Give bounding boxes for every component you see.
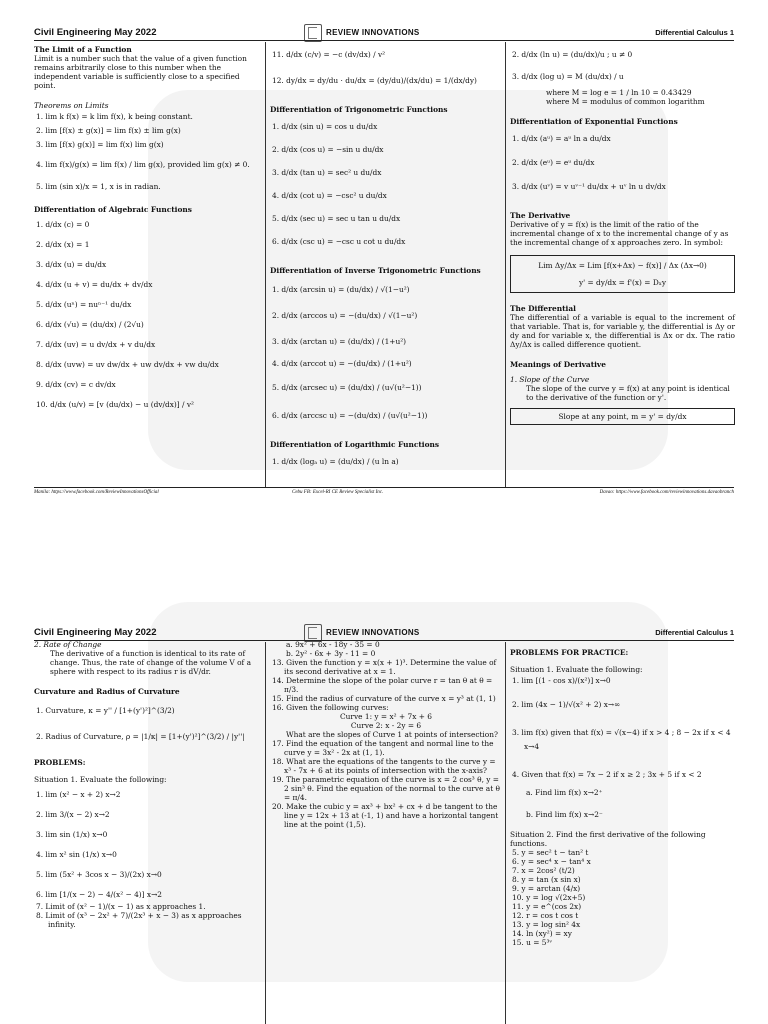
note: where M = log e = 1 / ln 10 = 0.43429 [546, 88, 692, 97]
list-item: 3. d/dx (tan u) = sec² u du/dx [272, 168, 382, 177]
list-item: 3. lim f(x) given that f(x) = √(x−4) if x > 4 ; 8 − 2x if x < 4 x→4 [512, 728, 731, 751]
list-item: 8. d/dx (uvw) = uv dw/dx + uw dv/dx + vw du/dx [36, 360, 219, 369]
list-item: 5. d/dx (arcsec u) = (du/dx) / (u√(u²−1)) [272, 383, 422, 392]
list-item: 11. d/dx (c/v) = −c (dv/dx) / v² [272, 50, 386, 59]
list-item: 5. lim (5x² + 3cos x − 3)/(2x) x→0 [36, 870, 162, 879]
paragraph: Limit is a number such that the value of a given function remains arbitrarily close to this number when the independent variable is sufficiently close to a specified point. [34, 54, 247, 90]
list-item: 7. x = 2cos² (t/2) [512, 866, 575, 875]
list-item: 18. What are the equations of the tangents to the curve y = x³ - 7x + 6 at its points of intersection with the x-axis? [272, 757, 496, 775]
section-title: Differentiation of Trigonometric Functions [270, 105, 448, 114]
list-item: 13. Given the function y = x(x + 1)³. Determine the value of its second derivative at x = 1. [272, 658, 497, 676]
column-2 [270, 640, 502, 1024]
list-item: 1. d/dx (aᵘ) = aᵘ ln a du/dx [512, 134, 611, 143]
note: where M = modulus of common logarithm [546, 97, 705, 106]
list-item: 1. d/dx (c) = 0 [36, 220, 90, 229]
situation-heading: Situation 2. Find the first derivative of the following functions. [510, 830, 706, 848]
section-title: Differentiation of Exponential Functions [510, 117, 678, 126]
curve-1: Curve 1: y = x² + 7x + 6 [340, 712, 432, 721]
section-title: The Limit of a Function [34, 45, 132, 54]
list-item: 5. lim (sin x)/x = 1, x is in radian. [36, 182, 161, 191]
header-rule [34, 40, 734, 41]
subsection-title: 2. Rate of Change [34, 640, 102, 649]
page-header [34, 24, 734, 40]
subsection-title: 1. Slope of the Curve [510, 375, 590, 384]
header-course: Civil Engineering May 2022 [34, 27, 157, 38]
header-subject: Differential Calculus 1 [655, 28, 734, 37]
list-item: 16. Given the following curves: [272, 703, 389, 712]
header-brand-text: REVIEW INNOVATIONS [326, 28, 420, 38]
list-item: 2. d/dx (eᵘ) = eᵘ du/dx [512, 158, 595, 167]
column-divider [265, 642, 266, 1024]
curve-2: Curve 2: x - 2y = 6 [350, 721, 422, 730]
list-item: 8. Limit of (x³ − 2x² + 7)/(2x³ + x − 3) as x approaches infinity. [36, 911, 242, 929]
list-item: 8. y = tan (x sin x) [512, 875, 581, 884]
situation-heading: Situation 1. Evaluate the following: [510, 665, 643, 674]
page-header [34, 624, 734, 640]
column-2 [270, 42, 502, 488]
list-item: 3. d/dx (arctan u) = (du/dx) / (1+u²) [272, 337, 407, 346]
formula: Lim Δy/Δx = Lim [f(x+Δx) − f(x)] / Δx (Δx→0) [538, 261, 707, 270]
list-item: 3. lim sin (1/x) x→0 [36, 830, 108, 839]
list-item: 6. d/dx (csc u) = −csc u cot u du/dx [272, 237, 406, 246]
list-item: 14. ln (xy²) = xy [512, 929, 572, 938]
column-divider [265, 42, 266, 488]
footer-cebu: Cebu FB: Excel-RI CE Review Specialist Inc. [292, 490, 384, 495]
list-item: 2. d/dx (x) = 1 [36, 240, 90, 249]
list-item: 4. d/dx (u + v) = du/dx + dv/dx [36, 280, 153, 289]
list-item: 2. d/dx (ln u) = (du/dx)/u ; u ≠ 0 [512, 50, 633, 59]
list-item: 1. d/dx (logₐ u) = (du/dx) / (u ln a) [272, 457, 399, 466]
list-item: 6. d/dx (√u) = (du/dx) / (2√u) [36, 320, 144, 329]
list-item: 4. lim x² sin (1/x) x→0 [36, 850, 117, 859]
column-1 [34, 42, 262, 488]
list-item: 7. Limit of (x² − 1)/(x − 1) as x approaches 1. [36, 902, 206, 911]
list-item: 2. d/dx (arccos u) = −(du/dx) / √(1−u²) [272, 311, 418, 320]
list-item: 13. y = log sin² 4x [512, 920, 581, 929]
paragraph: The differential of a variable is equal to the increment of that variable. That is, for variable y, the differential is Δy or dy and for variable x, the differential is Δx or dx. The ratio Δy/Δx is called difference quotient. [510, 313, 735, 349]
list-item: 9. y = arctan (4/x) [512, 884, 581, 893]
list-item: a. 9x² + 6x - 18y - 35 = 0 [286, 640, 380, 649]
header-course: Civil Engineering May 2022 [34, 627, 157, 638]
list-item: 3. lim [f(x) g(x)] = lim f(x) lim g(x) [36, 140, 164, 149]
paragraph: The derivative of a function is identical to its rate of change. Thus, the rate of change of the volume V of a sphere with respect to its radius r is dV/dr. [50, 649, 252, 676]
list-item: 3. d/dx (log u) = M (du/dx) / u [512, 72, 624, 81]
list-item: 12. dy/dx = dy/du · du/dx = (dy/du)/(dx/du) = 1/(dx/dy) [272, 76, 477, 85]
list-item: 4. d/dx (arccot u) = −(du/dx) / (1+u²) [272, 359, 412, 368]
column-3 [510, 42, 735, 488]
footer-davao: Davao: https://www.facebook.com/reviewinnovations.davaobranch [599, 490, 734, 495]
column-1 [34, 640, 262, 1024]
list-item: 4. lim f(x)/g(x) = lim f(x) / lim g(x), provided lim g(x) ≠ 0. [36, 160, 250, 169]
list-item: 2. d/dx (cos u) = −sin u du/dx [272, 145, 384, 154]
section-title: The Differential [510, 304, 576, 313]
list-item: b. 2y² - 6x + 3y - 11 = 0 [286, 649, 376, 658]
list-item: 7. d/dx (uv) = u dv/dx + v du/dx [36, 340, 156, 349]
list-item: 6. d/dx (arccsc u) = −(du/dx) / (u√(u²−1)) [272, 411, 428, 420]
column-divider [505, 42, 506, 488]
list-item: 1. lim [(1 - cos x)/(x²)] x→0 [512, 676, 611, 685]
paragraph: Derivative of y = f(x) is the limit of the ratio of the incremental change of x to the incremental change of y as the incremental change of x approaches zero. In symbol: [510, 220, 729, 247]
question: What are the slopes of Curve 1 at points of intersection? [286, 730, 498, 739]
section-title: Differentiation of Inverse Trigonometric Functions [270, 266, 481, 275]
page-footer [34, 487, 734, 498]
list-item: 1. Curvature, κ = y'' / [1+(y')²]^(3/2) [36, 706, 175, 715]
section-title: Differentiation of Algebraic Functions [34, 205, 192, 214]
paragraph: The slope of the curve y = f(x) at any point is identical to the derivative of the function or y'. [526, 384, 730, 402]
list-item: 2. lim (4x − 1)/√(x² + 2) x→∞ [512, 700, 621, 709]
list-item: 5. d/dx (uⁿ) = nuⁿ⁻¹ du/dx [36, 300, 132, 309]
footer-manila: Manila: https://www.facebook.com/ReviewInnovationsOfficial [34, 490, 159, 495]
situation-heading: Situation 1. Evaluate the following: [34, 775, 167, 784]
column-divider [505, 642, 506, 1024]
slope-formula-box: Slope at any point, m = y' = dy/dx [510, 408, 735, 425]
list-item: 15. u = 5³ᵛ [512, 938, 553, 947]
list-item: 12. r = cos t cos t [512, 911, 579, 920]
list-item: a. Find lim f(x) x→2⁺ [526, 788, 603, 797]
list-item: 17. Find the equation of the tangent and normal line to the curve y = 3x² - 2x at (1, 1). [272, 739, 494, 757]
section-title: Curvature and Radius of Curvature [34, 687, 180, 696]
formula: y' = dy/dx = f'(x) = Dₓy [578, 278, 667, 287]
section-title: Meanings of Derivative [510, 360, 606, 369]
list-item: 4. Given that f(x) = 7x − 2 if x ≥ 2 ; 3x + 5 if x < 2 [512, 770, 702, 779]
list-item: 6. lim [1/(x − 2) − 4/(x² − 4)] x→2 [36, 890, 162, 899]
page-2 [0, 512, 768, 1024]
header-brand-text: REVIEW INNOVATIONS [326, 628, 420, 638]
list-item: 1. lim (x² − x + 2) x→2 [36, 790, 121, 799]
list-item: 3. d/dx (uᵛ) = v uᵛ⁻¹ du/dx + uᵛ ln u dv/dx [512, 182, 666, 191]
list-item: 15. Find the radius of curvature of the curve x = y³ at (1, 1) [272, 694, 496, 703]
list-item: 4. d/dx (cot u) = −csc² u du/dx [272, 191, 387, 200]
list-item: 14. Determine the slope of the polar curve r = tan θ at θ = π/3. [272, 676, 493, 694]
list-item: 3. d/dx (u) = du/dx [36, 260, 107, 269]
list-item: 1. d/dx (arcsin u) = (du/dx) / √(1−u²) [272, 285, 410, 294]
list-item: 10. y = log √(2x+5) [512, 893, 586, 902]
list-item: 20. Make the cubic y = ax³ + bx² + cx + d be tangent to the line y = 12x + 13 at (-1, 1) and have a horizontal tangent line at the point (1,5). [272, 802, 499, 829]
list-item: 2. Radius of Curvature, ρ = |1/κ| = [1+(y')²]^(3/2) / |y''| [36, 732, 245, 741]
list-item: 9. d/dx (cv) = c dv/dx [36, 380, 116, 389]
list-item: 2. lim 3/(x − 2) x→2 [36, 810, 110, 819]
list-item: 10. d/dx (u/v) = [v (du/dx) − u (dv/dx)] / v² [36, 400, 194, 409]
section-title: PROBLEMS: [34, 758, 86, 767]
list-item: 1. d/dx (sin u) = cos u du/dx [272, 122, 378, 131]
list-item: 5. d/dx (sec u) = sec u tan u du/dx [272, 214, 401, 223]
section-title: Differentiation of Logarithmic Functions [270, 440, 440, 449]
list-item: 6. y = sec⁴ x − tan⁴ x [512, 857, 591, 866]
list-item: 11. y = e^(cos 2x) [512, 902, 582, 911]
header-subject: Differential Calculus 1 [655, 628, 734, 637]
list-item: b. Find lim f(x) x→2⁻ [526, 810, 603, 819]
section-title: The Derivative [510, 211, 571, 220]
section-title: PROBLEMS FOR PRACTICE: [510, 648, 629, 657]
list-item: 5. y = sec² t − tan² t [512, 848, 589, 857]
list-item: 2. lim [f(x) ± g(x)] = lim f(x) ± lim g(x) [36, 126, 181, 135]
list-item: 19. The parametric equation of the curve is x = 2 cos³ θ, y = 2 sin³ θ. Find the equation of the normal to the curve at θ = π/4. [272, 775, 500, 802]
column-3 [510, 640, 735, 1024]
derivative-formula-box [510, 255, 735, 293]
section-title: Theorems on Limits [34, 101, 109, 110]
list-item: 1. lim k f(x) = k lim f(x), k being constant. [36, 112, 193, 121]
